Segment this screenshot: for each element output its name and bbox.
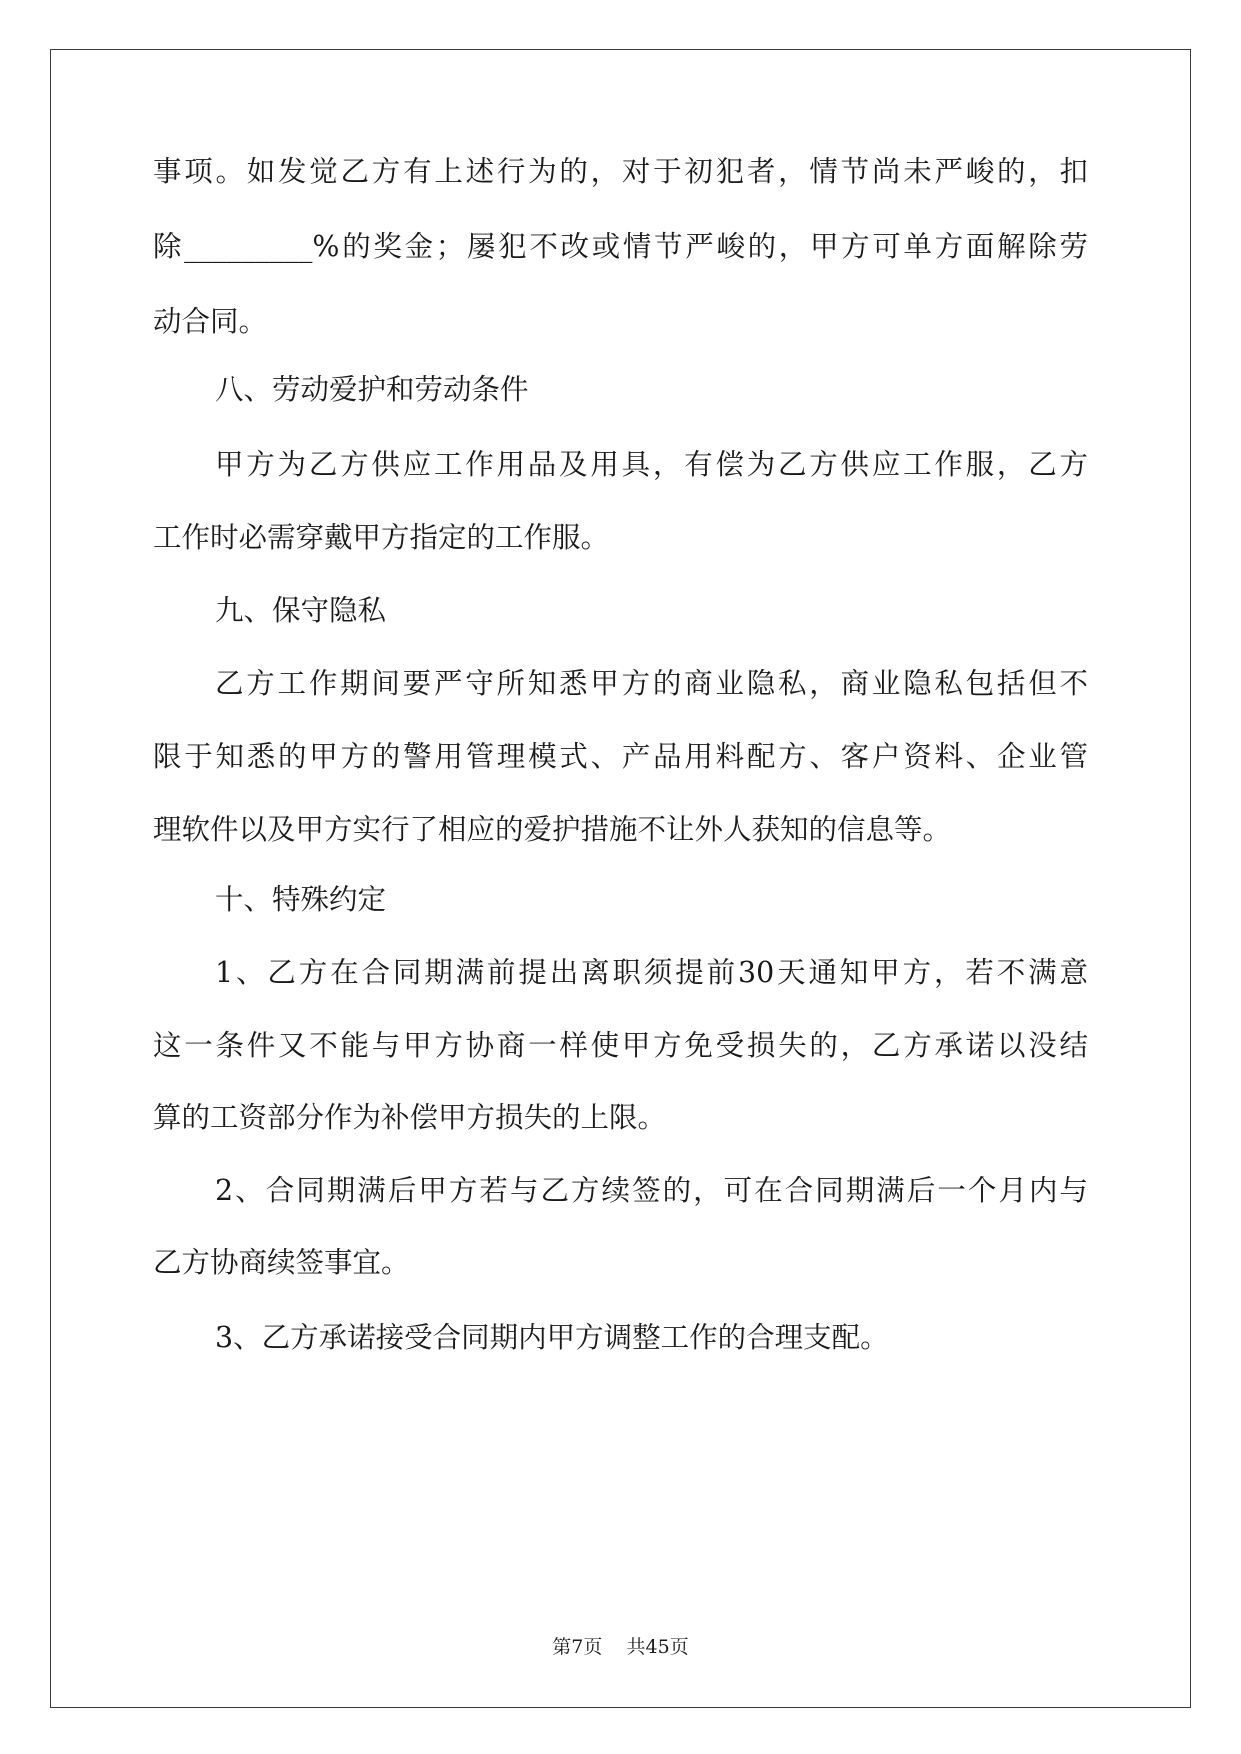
section-heading: 八、劳动爱护和劳动条件 <box>215 373 529 406</box>
text-line: 理软件以及甲方实行了相应的爱护措施不让外人获知的信息等。 <box>153 813 952 846</box>
text-line: 甲方为乙方供应工作用品及用具，有偿为乙方供应工作服，乙方 <box>215 448 1088 481</box>
text-line: 限于知悉的甲方的警用管理模式、产品用料配方、客户资料、企业管 <box>153 740 1088 773</box>
page-total: 共45页 <box>626 1636 689 1658</box>
text-line: 除_________%的奖金；屡犯不改或情节严峻的，甲方可单方面解除劳 <box>153 230 1088 263</box>
text-line: 这一条件又不能与甲方协商一样使甲方免受损失的，乙方承诺以没结 <box>153 1029 1088 1062</box>
text-line: 1、乙方在合同期满前提出离职须提前30天通知甲方，若不满意 <box>215 956 1088 989</box>
text-line: 乙方协商续签事宜。 <box>153 1246 410 1279</box>
page-number: 第7页 <box>552 1636 603 1658</box>
text-line: 事项。如发觉乙方有上述行为的，对于初犯者，情节尚未严峻的，扣 <box>153 155 1088 188</box>
text-line: 3、乙方承诺接受合同期内甲方调整工作的合理支配。 <box>215 1321 889 1354</box>
section-heading: 十、特殊约定 <box>215 883 387 916</box>
text-line: 工作时必需穿戴甲方指定的工作服。 <box>153 521 610 554</box>
text-line: 2、合同期满后甲方若与乙方续签的，可在合同期满后一个月内与 <box>215 1174 1088 1207</box>
text-line: 乙方工作期间要严守所知悉甲方的商业隐私，商业隐私包括但不 <box>215 667 1088 700</box>
text-line: 动合同。 <box>153 305 268 338</box>
page-footer <box>0 1635 1241 1659</box>
page-border <box>50 49 1191 1708</box>
text-line: 算的工资部分作为补偿甲方损失的上限。 <box>153 1101 667 1134</box>
section-heading: 九、保守隐私 <box>215 594 387 627</box>
